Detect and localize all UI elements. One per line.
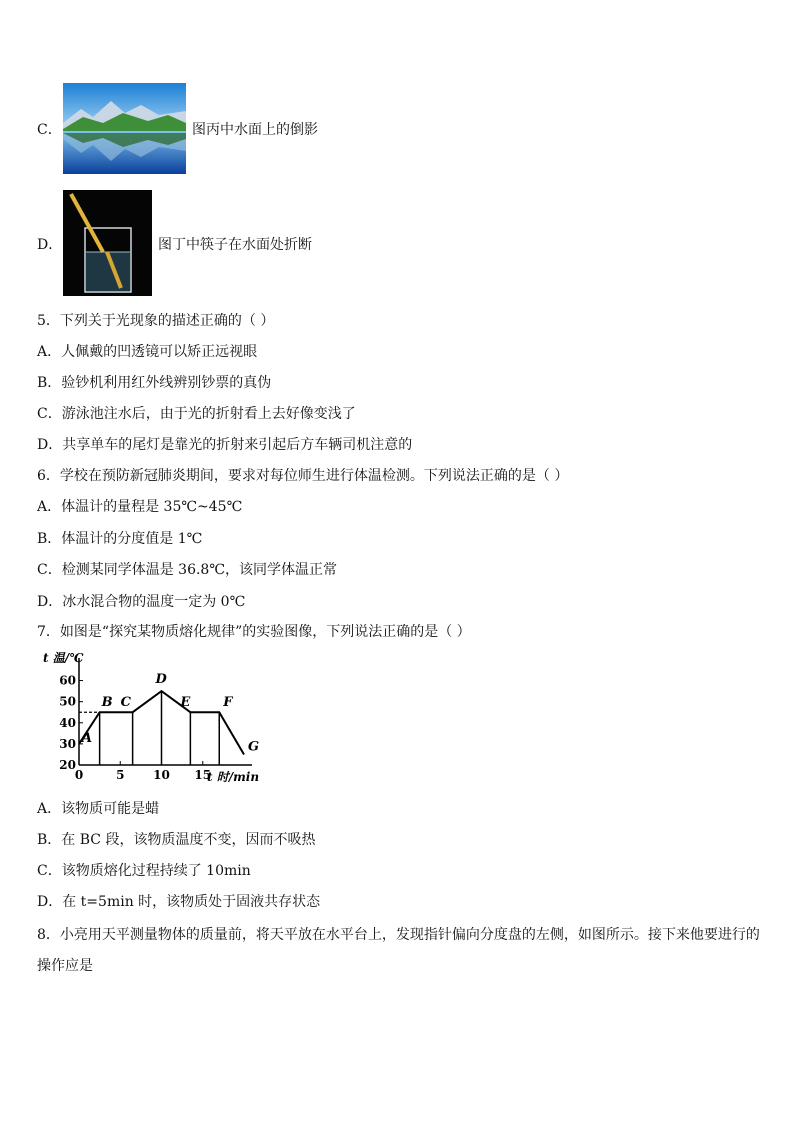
y-axis-label: t 温/℃ [43, 651, 84, 665]
y-tick-label: 30 [59, 736, 76, 751]
y-tick-label: 60 [59, 673, 76, 688]
point-label-e: E [180, 695, 191, 711]
q6-option-a: A．体温计的量程是 35℃~45℃ [37, 499, 243, 515]
q5-option-c: C．游泳池注水后，由于光的折射看上去好像变浅了 [37, 406, 356, 422]
x-axis-label: t 时/min [207, 770, 260, 784]
option-c-label: C． [37, 122, 62, 138]
y-tick-label: 40 [59, 715, 76, 730]
y-tick-label: 20 [59, 758, 76, 772]
q6-option-d: D．冰水混合物的温度一定为 0℃ [37, 594, 246, 610]
q5-option-a: A．人佩戴的凹透镜可以矫正远视眼 [37, 344, 258, 360]
point-label-f: F [223, 695, 233, 711]
q8-stem-line2: 操作应是 [37, 958, 93, 974]
x-tick-label: 5 [116, 768, 125, 782]
melting-curve-chart [37, 650, 260, 790]
x-tick-label: 10 [153, 768, 170, 782]
chopstick-beaker-image [63, 190, 152, 296]
point-label-g: G [248, 739, 260, 755]
q6-stem: 6．学校在预防新冠肺炎期间，要求对每位师生进行体温检测。下列说法正确的是（ ） [37, 468, 569, 484]
lake-reflection-image [63, 83, 186, 174]
q5-option-d: D．共享单车的尾灯是靠光的折射来引起后方车辆司机注意的 [37, 437, 413, 453]
x-tick-label: 0 [74, 768, 84, 782]
point-label-b: B [101, 695, 113, 711]
x-tick-label: 15 [194, 768, 212, 782]
option-d-caption: 图丁中筷子在水面处折断 [158, 237, 312, 253]
q6-option-c: C．检测某同学体温是 36.8℃，该同学体温正常 [37, 562, 337, 578]
q7-option-a: A．该物质可能是蜡 [37, 801, 160, 817]
q7-stem: 7．如图是“探究某物质熔化规律”的实验图像，下列说法正确的是（ ） [37, 624, 471, 640]
q5-option-b: B．验钞机利用红外线辨别钞票的真伪 [37, 375, 272, 391]
point-label-d: D [155, 672, 167, 688]
point-label-c: C [120, 695, 131, 711]
option-c-caption: 图丙中水面上的倒影 [192, 122, 318, 138]
q6-option-b: B．体温计的分度值是 1℃ [37, 531, 203, 547]
q5-stem: 5．下列关于光现象的描述正确的（ ） [37, 313, 275, 329]
q7-option-d: D．在 t=5min 时，该物质处于固液共存状态 [37, 894, 321, 910]
q7-option-c: C．该物质熔化过程持续了 10min [37, 863, 251, 879]
option-d-label: D． [37, 237, 63, 253]
q7-option-b: B．在 BC 段，该物质温度不变，因而不吸热 [37, 832, 316, 848]
q8-stem-line1: 8．小亮用天平测量物体的质量前，将天平放在水平台上，发现指针偏向分度盘的左侧，如图所示。接下来他要进行的 [37, 927, 760, 943]
y-tick-label: 50 [59, 694, 76, 709]
point-label-a: A [82, 730, 93, 746]
